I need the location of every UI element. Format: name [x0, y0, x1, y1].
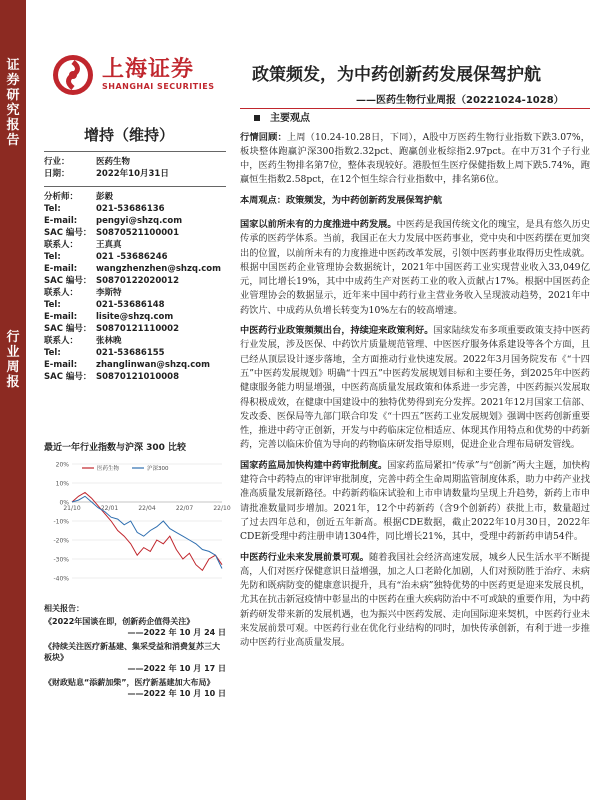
paragraph-4: [240, 551, 590, 651]
related-report-date: ——2022 年 10 月 10 日: [127, 689, 226, 698]
rating: 增持（维持）: [84, 126, 175, 144]
logo-english: SHANGHAI SECURITIES: [102, 82, 215, 91]
info-row: [44, 347, 226, 359]
info-value: S0870122020012: [96, 276, 180, 286]
market-review-lead: 行情回顾：: [240, 131, 287, 143]
x-tick-label: 22/10: [213, 505, 231, 512]
weekly-view-text: 政策频发，为中药创新药发展保驾护航: [285, 194, 443, 206]
x-tick-label: 21/10: [63, 505, 81, 512]
info-value: S0870521100001: [96, 228, 180, 238]
chart-title: 最近一年行业指数与沪深 300 比较: [44, 443, 187, 453]
main-content: [240, 108, 590, 657]
info-value: 021-53686155: [96, 348, 165, 358]
paragraph-3-lead: 国家药监局加快构建中药审批制度。: [240, 459, 388, 471]
info-value: 021-53686136: [96, 204, 165, 214]
related-report-title: 《持续关注医疗新基建、集采受益和消费复苏三大板块》: [44, 642, 220, 662]
x-tick-label: 22/01: [100, 505, 119, 512]
y-tick-label: 10%: [55, 480, 69, 488]
paragraph-4-text: 随着我国社会经济高速发展，城乡人民生活水平不断提高，人们对医疗保健意识日益增强，加之人口老龄化加剧，人们对预防胜于治疗、未病先防和既病防变的健康意识提升，具有“治未病”独特优势的中医药更是迎来发展良机，尤其在抗击新冠疫情中彰显出的中医药在重大疾病防治中不可或缺的重要作用，为中药新药研发带来新的发展机遇，也为振兴中医药发展、走向国际迎来契机，中医药行业未来发展前景可观。中医药行业在优化行业结构的同时，加快传承创新，有利于进一步推动中医药行业高质量发展。: [240, 551, 591, 649]
paragraph-1: [240, 218, 590, 318]
info-key: E-mail:: [44, 360, 78, 370]
related-reports: [44, 603, 226, 702]
info-row: [44, 227, 226, 239]
info-value: S0870121010008: [96, 372, 180, 382]
logo-emblem-icon: [52, 54, 94, 96]
related-report-title: 《2022年国谈在即，创新药企值得关注》: [44, 617, 195, 626]
info-key: E-mail:: [44, 216, 78, 226]
info-value: 彭毅: [96, 192, 114, 202]
info-value: 张林晚: [96, 336, 122, 346]
info-row: [44, 251, 226, 263]
paragraph-3: [240, 459, 590, 545]
info-value: pengyi@shzq.com: [96, 216, 183, 226]
paragraph-2: [240, 324, 590, 453]
report-subtitle: ——医药生物行业周报（20221024-1028）: [356, 95, 564, 106]
y-tick-label: -10%: [53, 518, 69, 526]
market-review-text: 上周（10.24-10.28日，下同），A股中万医药生物行业指数下跌3.07%，板块整体跑赢沪深300指数2.32pct、跑赢创业板综指2.97pct。在中万31个子行业中，医药生物排名第7位，整体表现较好。港股恒生医疗保健指数上周下跌5.74%，跑赢恒生指数2.58pct，在12个恒生综合行业指数中，排名第6位。: [240, 131, 590, 186]
info-key: SAC 编号：: [44, 276, 92, 286]
info-key: SAC 编号：: [44, 324, 92, 334]
info-value: 李斯特: [96, 288, 122, 298]
paragraph-4-lead: 中医药行业未来发展前景可观。: [240, 551, 369, 563]
x-tick-label: 22/04: [138, 505, 156, 512]
info-row: [44, 168, 226, 180]
legend-label: 医药生物: [97, 466, 120, 472]
info-row: [44, 275, 226, 287]
y-tick-label: -30%: [53, 556, 69, 564]
analyst-rows: [44, 191, 226, 383]
info-value: 021-53686148: [96, 300, 165, 310]
info-key: 日期：: [44, 169, 70, 179]
info-key: Tel:: [44, 300, 61, 310]
info-key: Tel:: [44, 204, 61, 214]
related-report-date: ——2022 年 10 月 24 日: [127, 628, 226, 637]
sidebar-mid-label: 行业周报: [6, 330, 20, 390]
section-heading: 主要观点: [254, 112, 590, 127]
info-value: S0870121110002: [96, 324, 180, 334]
info-value: 王真真: [96, 240, 122, 250]
info-value: wangzhenzhen@shzq.com: [96, 264, 221, 274]
info-key: Tel:: [44, 252, 61, 262]
left-sidebar: [0, 0, 26, 800]
info-key: SAC 编号：: [44, 372, 92, 382]
info-row: [44, 287, 226, 299]
paragraph-2-text: 国家陆续发布多项重要政策支持中医药行业发展，涉及医保、中药饮片质量规范管理、中医医疗服务体系建设等各个方面，且已经从顶层设计逐步落地，全方面推动行业快速发展。2022年3月国务院发布《“十四五”中医药发展规划》明确“十四五”中医药发展规划目标和主要任务，到2025年中医药健康服务能力明显增强，中医药高质量发展政策和体系进一步完善，中医药振兴发展取得积极成效，在健康中国建设中的独特优势得到充分发挥。2021年12月国家工信部、发改委、医保局等九部门联合印发《“十四五”医药工业发展规划》强调中医药创新重要性，推进中药守正创新，开发与中药临床定位相适应、体现其作用特点和优势的中药新药，完善以临床价值为导向的药物临床研发指导原则，促进企业合理布局研发管线。: [240, 325, 591, 451]
info-key: SAC 编号：: [44, 228, 92, 238]
info-value: zhanglinwan@shzq.com: [96, 360, 210, 370]
paragraph-1-lead: 国家以前所未有的力度推进中药发展。: [240, 218, 397, 230]
x-tick-label: 22/07: [175, 505, 194, 512]
info-key: 联系人：: [44, 288, 79, 298]
info-value: 医药生物: [96, 157, 131, 167]
y-tick-label: 20%: [55, 461, 69, 469]
y-tick-label: -40%: [53, 575, 69, 583]
chart-svg: [44, 456, 231, 591]
paragraph-2-lead: 中医药行业政策频频出台，持续迎来政策利好。: [240, 325, 434, 337]
info-row: [44, 156, 226, 168]
info-row: [44, 263, 226, 275]
info-key: E-mail:: [44, 264, 78, 274]
info-row: [44, 311, 226, 323]
info-value: 021 -53686246: [96, 252, 168, 262]
related-heading: 相关报告：: [44, 604, 84, 613]
y-tick-label: 0%: [59, 499, 69, 507]
sidebar-top-label: 证券研究报告: [6, 58, 20, 148]
info-row: [44, 323, 226, 335]
report-title: 政策频发，为中药创新药发展保驾护航: [252, 65, 541, 85]
legend-label: 沪深300: [147, 466, 169, 472]
info-row: [44, 239, 226, 251]
info-value: lisite@shzq.com: [96, 312, 174, 322]
info-key: Tel:: [44, 348, 61, 358]
related-report-date: ——2022 年 10 月 17 日: [127, 664, 226, 673]
info-key: 联系人：: [44, 240, 79, 250]
info-row: [44, 203, 226, 215]
related-report-title: 《财政贴息“添薪加柴”，医疗新基建加大布局》: [44, 678, 215, 687]
info-row: [44, 299, 226, 311]
market-review: [240, 131, 590, 188]
info-key: 行业：: [44, 157, 70, 167]
company-logo: [52, 54, 214, 96]
index-chart: [44, 440, 231, 595]
info-value: 2022年10月31日: [96, 169, 169, 179]
info-key: 联系人：: [44, 336, 79, 346]
info-key: 分析师：: [44, 192, 79, 202]
divider: [44, 186, 226, 187]
info-row: [44, 215, 226, 227]
info-row: [44, 359, 226, 371]
info-column: [44, 112, 226, 383]
info-row: [44, 371, 226, 383]
info-key: E-mail:: [44, 312, 78, 322]
weekly-view-lead: 本周观点：: [240, 194, 286, 206]
info-row: [44, 335, 226, 347]
divider: [44, 151, 226, 152]
y-tick-label: -20%: [53, 537, 69, 545]
paragraph-3-text: 国家药监局紧扣“传承”与“创新”两大主题，加快构建符合中药特点的审评审批制度，完善中药全生命周期监管制度体系，助力中药产业找准高质量发展新路径。中药新药临床试验和上市申请数量均呈现上升趋势，新药上市申请批准数量同步增加。2021年，12个中药新药（含9个创新药）获批上市，数量超过了过去四年总和，创近五年新高。根据CDE数据，截止2022年10月30日，2022年CDE新受理中药注册申请1304件，同比增长21%，其中，受理中药新药申请54件。: [240, 459, 590, 543]
logo-chinese: 上海证券: [102, 57, 195, 82]
info-rows: [44, 156, 226, 180]
weekly-view: [240, 194, 590, 208]
info-row: [44, 191, 226, 203]
paragraph-1-text: 中医药是我国传统文化的瑰宝，是具有悠久历史传承的医药学体系。当前，我国正在大力发展中医药事业，党中央和中医药摆在更加突出的位置，以前所未有的力度推进中医药改革发展，引领中医药事业取得历史性成就。根据中国医药企业管理协会数据统计，2021年中国医药工业实现营业收入33,049亿元，同比增长19%，其中中成药生产对医药工业的收入贡献占17%。根据中国医药企业管理协会的数据显示，近年来中国中药行业主营业务收入呈现波动趋势，2021年中药饮片、中成药从负增长转变为10%左右的较高增速。: [240, 218, 591, 316]
